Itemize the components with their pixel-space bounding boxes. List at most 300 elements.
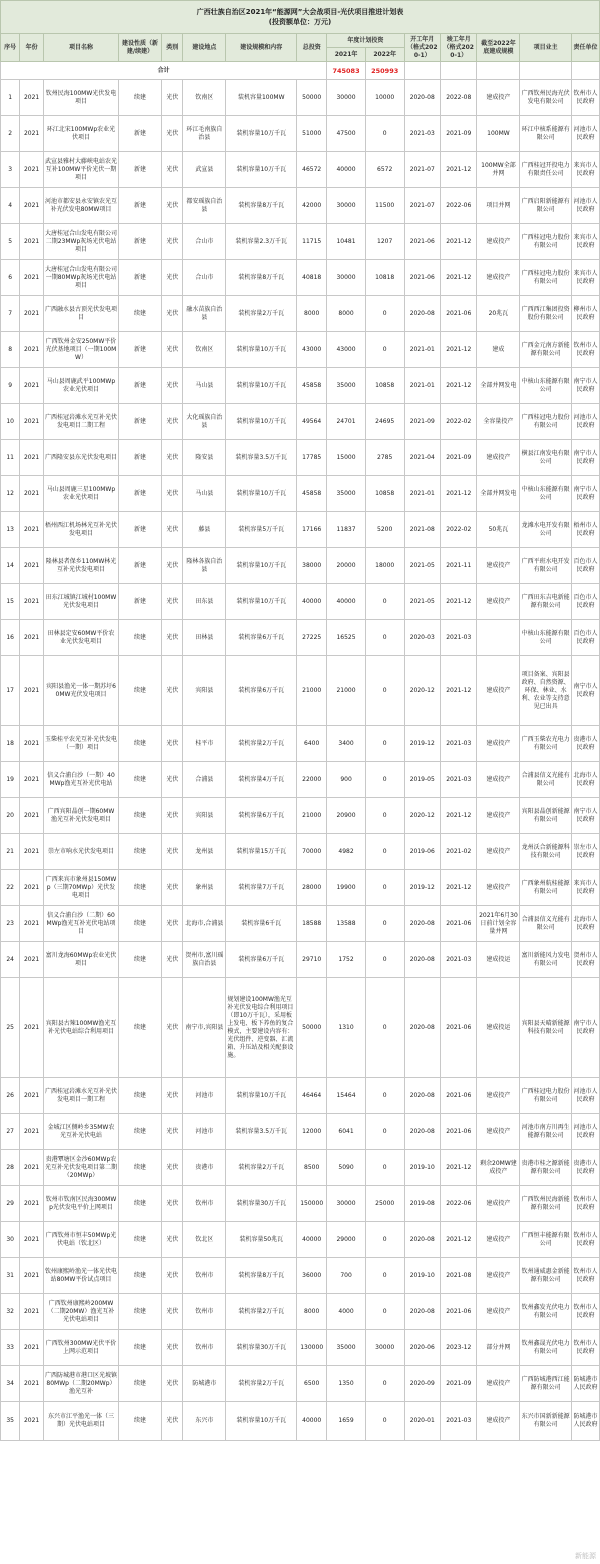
cell-unit: 来宾市人民政府 xyxy=(571,870,599,906)
table-row xyxy=(1,762,600,798)
cell-invest: 51000 xyxy=(297,116,327,152)
cell-type: 光伏 xyxy=(161,870,182,906)
table-row xyxy=(1,224,600,260)
cell-name: 玉柴桂平农光互补光伏发电（一期）项目 xyxy=(43,726,118,762)
cell-2022: 0 xyxy=(365,1222,404,1258)
cell-scale: 装机容量6万千瓦 xyxy=(226,656,297,726)
cell-type: 光伏 xyxy=(161,116,182,152)
cell-type: 光伏 xyxy=(161,1114,182,1150)
cell-name: 信义合浦白沙（二期）60MWp渔光互补光伏电站项目 xyxy=(43,906,118,942)
cell-type: 光伏 xyxy=(161,1186,182,1222)
cell-name: 梧州西江机场林光互补光伏发电项目 xyxy=(43,512,118,548)
cell-unit: 南宁市人民政府 xyxy=(571,798,599,834)
cell-2022: 2785 xyxy=(365,440,404,476)
cell-scale: 装机容量2万千瓦 xyxy=(226,726,297,762)
cell-type: 光伏 xyxy=(161,548,182,584)
cell-end: 2022-08 xyxy=(440,80,476,116)
cell-progress: 建成投产 xyxy=(477,1258,520,1294)
cell-owner: 广西启阳新能源有限公司 xyxy=(520,188,572,224)
cell-year: 2021 xyxy=(20,476,44,512)
cell-progress: 100MW xyxy=(477,116,520,152)
cell-owner: 钦州鑫晟光伏电力有限公司 xyxy=(520,1330,572,1366)
cell-2021: 35000 xyxy=(327,476,366,512)
cell-end: 2021-06 xyxy=(440,978,476,1078)
cell-start: 2021-07 xyxy=(404,188,440,224)
cell-2022: 10858 xyxy=(365,476,404,512)
cell-unit: 钦州市人民政府 xyxy=(571,1258,599,1294)
cell-owner: 东兴市国新新能源有限公司 xyxy=(520,1402,572,1441)
cell-unit: 河池市人民政府 xyxy=(571,116,599,152)
cell-year: 2021 xyxy=(20,656,44,726)
table-row xyxy=(1,1186,600,1222)
cell-scale: 装机容量8万千瓦 xyxy=(226,188,297,224)
cell-name: 田东江城镇江城村100MW光伏发电项目 xyxy=(43,584,118,620)
cell-seq: 8 xyxy=(1,332,20,368)
cell-location: 田东县 xyxy=(183,584,226,620)
cell-location: 钦州市 xyxy=(183,1258,226,1294)
cell-invest: 40000 xyxy=(297,584,327,620)
cell-2022: 24695 xyxy=(365,404,404,440)
cell-location: 合山市 xyxy=(183,260,226,296)
cell-end: 2021-02 xyxy=(440,834,476,870)
table-row xyxy=(1,332,600,368)
cell-unit: 柳州市人民政府 xyxy=(571,296,599,332)
cell-type: 光伏 xyxy=(161,224,182,260)
cell-2021: 6041 xyxy=(327,1114,366,1150)
cell-2021: 30000 xyxy=(327,188,366,224)
cell-2022: 0 xyxy=(365,978,404,1078)
cell-name: 广西桂冠岩滩水光互补光伏发电项目一期工程 xyxy=(43,1078,118,1114)
cell-progress: 建成投产 xyxy=(477,1222,520,1258)
cell-year: 2021 xyxy=(20,260,44,296)
table-row xyxy=(1,726,600,762)
cell-name: 广西钦州康熙岭200MW（二期20MW）渔光互补光伏电站项目 xyxy=(43,1294,118,1330)
cell-progress: 剩余20MW建成投产 xyxy=(477,1150,520,1186)
cell-type: 光伏 xyxy=(161,332,182,368)
table-row xyxy=(1,476,600,512)
cell-nature: 新建 xyxy=(119,224,162,260)
cell-location: 合浦县 xyxy=(183,762,226,798)
cell-location: 都安瑶族自治县 xyxy=(183,188,226,224)
cell-scale: 装机容量6万千瓦 xyxy=(226,620,297,656)
table-row xyxy=(1,368,600,404)
table-row xyxy=(1,296,600,332)
cell-seq: 10 xyxy=(1,404,20,440)
header-2022: 2022年 xyxy=(365,48,404,62)
cell-progress: 全部并网发电 xyxy=(477,476,520,512)
cell-type: 光伏 xyxy=(161,1366,182,1402)
cell-end: 2021-12 xyxy=(440,332,476,368)
cell-2022: 0 xyxy=(365,332,404,368)
table-row xyxy=(1,260,600,296)
table-row xyxy=(1,906,600,942)
cell-year: 2021 xyxy=(20,1294,44,1330)
cell-end: 2021-12 xyxy=(440,656,476,726)
cell-end: 2021-03 xyxy=(440,942,476,978)
cell-2022: 5200 xyxy=(365,512,404,548)
cell-name: 广西桂冠岩滩水光互补光伏发电项目二期工程 xyxy=(43,404,118,440)
cell-owner: 广西玉柴农光电力有限公司 xyxy=(520,726,572,762)
cell-year: 2021 xyxy=(20,1186,44,1222)
cell-2021: 35000 xyxy=(327,1330,366,1366)
cell-unit: 来宾市人民政府 xyxy=(571,260,599,296)
cell-scale: 装机容量10万千瓦 xyxy=(226,1402,297,1441)
cell-2021: 4000 xyxy=(327,1294,366,1330)
cell-2022: 6572 xyxy=(365,152,404,188)
cell-invest: 18588 xyxy=(297,906,327,942)
cell-name: 宾阳县渔光一体一期苏圩60MW光伏发电项目 xyxy=(43,656,118,726)
cell-seq: 25 xyxy=(1,978,20,1078)
cell-2022: 10858 xyxy=(365,368,404,404)
cell-name: 贵港覃塘区金沙60MWp农光互补光伏发电项目第二期（20MWp） xyxy=(43,1150,118,1186)
cell-invest: 70000 xyxy=(297,834,327,870)
cell-end: 2021-09 xyxy=(440,116,476,152)
cell-location: 河池市 xyxy=(183,1114,226,1150)
cell-nature: 续建 xyxy=(119,726,162,762)
table-row xyxy=(1,548,600,584)
cell-2021: 20000 xyxy=(327,548,366,584)
cell-progress: 建成投产 xyxy=(477,1078,520,1114)
cell-year: 2021 xyxy=(20,584,44,620)
cell-nature: 续建 xyxy=(119,80,162,116)
cell-scale: 装机容量7万千瓦 xyxy=(226,870,297,906)
cell-nature: 续建 xyxy=(119,620,162,656)
cell-name: 大唐桂冠合山发电有限公司二期23MWp灰场光伏电站项目 xyxy=(43,224,118,260)
cell-start: 2020-08 xyxy=(404,1078,440,1114)
cell-seq: 26 xyxy=(1,1078,20,1114)
cell-nature: 续建 xyxy=(119,870,162,906)
table-row xyxy=(1,942,600,978)
cell-year: 2021 xyxy=(20,368,44,404)
cell-scale: 规划建设100MW渔光互补光伏发电综合利用项目（即10万千瓦），采用板上发电、板下养鱼的复合模式，主要建设内容有：光伏组件、逆变器、汇流箱、升压站及相关配套设施。 xyxy=(226,978,297,1078)
cell-start: 2021-06 xyxy=(404,224,440,260)
cell-end: 2021-12 xyxy=(440,1222,476,1258)
cell-nature: 续建 xyxy=(119,656,162,726)
cell-end: 2021-09 xyxy=(440,1366,476,1402)
cell-start: 2020-08 xyxy=(404,942,440,978)
cell-invest: 38000 xyxy=(297,548,327,584)
cell-nature: 新建 xyxy=(119,152,162,188)
cell-owner: 中核山东能源有限公司 xyxy=(520,620,572,656)
cell-unit: 北海市人民政府 xyxy=(571,906,599,942)
table-row xyxy=(1,584,600,620)
cell-invest: 130000 xyxy=(297,1330,327,1366)
cell-start: 2020-08 xyxy=(404,296,440,332)
cell-unit: 钦州市人民政府 xyxy=(571,80,599,116)
cell-start: 2021-09 xyxy=(404,404,440,440)
cell-location: 象州县 xyxy=(183,870,226,906)
cell-unit: 南宁市人民政府 xyxy=(571,656,599,726)
cell-unit: 南宁市人民政府 xyxy=(571,978,599,1078)
cell-name: 广西融水县古顶光伏发电项目 xyxy=(43,296,118,332)
cell-progress: 建成投产 xyxy=(477,762,520,798)
cell-seq: 34 xyxy=(1,1366,20,1402)
cell-location: 合山市 xyxy=(183,224,226,260)
cell-unit: 钦州市人民政府 xyxy=(571,1186,599,1222)
cell-invest: 22000 xyxy=(297,762,327,798)
cell-type: 光伏 xyxy=(161,942,182,978)
cell-start: 2021-06 xyxy=(404,260,440,296)
cell-progress: 建成投产 xyxy=(477,1366,520,1402)
cell-scale: 装机容量15万千瓦 xyxy=(226,834,297,870)
cell-location: 武宣县 xyxy=(183,152,226,188)
cell-end: 2021-12 xyxy=(440,152,476,188)
cell-location: 河池市 xyxy=(183,1078,226,1114)
cell-progress: 建成投产 xyxy=(477,440,520,476)
cell-name: 武宣县雅村大藤峡电站农光互补100MW平价光伏一期项目 xyxy=(43,152,118,188)
cell-seq: 19 xyxy=(1,762,20,798)
cell-seq: 30 xyxy=(1,1222,20,1258)
cell-type: 光伏 xyxy=(161,440,182,476)
cell-invest: 17166 xyxy=(297,512,327,548)
header-nature: 建设性质（新建/续建） xyxy=(119,34,162,62)
cell-unit: 梧州市人民政府 xyxy=(571,512,599,548)
cell-location: 桂平市 xyxy=(183,726,226,762)
table-row xyxy=(1,440,600,476)
cell-owner: 龙州沃合新能源科技有限公司 xyxy=(520,834,572,870)
cell-end: 2022-02 xyxy=(440,404,476,440)
cell-seq: 9 xyxy=(1,368,20,404)
cell-start: 2020-08 xyxy=(404,906,440,942)
cell-nature: 续建 xyxy=(119,1366,162,1402)
cell-nature: 续建 xyxy=(119,1114,162,1150)
cell-progress: 建成投产 xyxy=(477,726,520,762)
cell-owner: 广西桂冠开投电力有限责任公司 xyxy=(520,152,572,188)
table-row xyxy=(1,620,600,656)
cell-scale: 装机容量6万千瓦 xyxy=(226,942,297,978)
cell-invest: 28000 xyxy=(297,870,327,906)
cell-year: 2021 xyxy=(20,1258,44,1294)
cell-end: 2021-12 xyxy=(440,870,476,906)
cell-scale: 装机容量10万千瓦 xyxy=(226,116,297,152)
table-row xyxy=(1,116,600,152)
cell-location: 隆安县 xyxy=(183,440,226,476)
cell-end: 2021-12 xyxy=(440,798,476,834)
cell-type: 光伏 xyxy=(161,80,182,116)
cell-scale: 装机容量30万千瓦 xyxy=(226,1330,297,1366)
header-2021: 2021年 xyxy=(327,48,366,62)
cell-owner: 广西平班水电开发有限公司 xyxy=(520,548,572,584)
cell-2021: 40000 xyxy=(327,152,366,188)
cell-scale: 装机容量5万千瓦 xyxy=(226,512,297,548)
cell-location: 钦州市 xyxy=(183,1186,226,1222)
cell-2021: 40000 xyxy=(327,584,366,620)
header-year: 年份 xyxy=(20,34,44,62)
cell-end: 2021-03 xyxy=(440,1402,476,1441)
cell-start: 2019-05 xyxy=(404,762,440,798)
cell-2022: 0 xyxy=(365,1366,404,1402)
cell-name: 东兴市江平渔光一体（三期）光伏电站项目 xyxy=(43,1402,118,1441)
title-line-2: (投资额单位：万元) xyxy=(268,18,332,26)
cell-progress: 建成投运 xyxy=(477,978,520,1078)
cell-invest: 6400 xyxy=(297,726,327,762)
table-row xyxy=(1,834,600,870)
cell-scale: 装机容量2万千瓦 xyxy=(226,1366,297,1402)
cell-invest: 46572 xyxy=(297,152,327,188)
cell-year: 2021 xyxy=(20,1330,44,1366)
table-row xyxy=(1,1150,600,1186)
cell-year: 2021 xyxy=(20,942,44,978)
cell-owner: 合浦县信义光能有限公司 xyxy=(520,762,572,798)
cell-scale: 装机容量2万千瓦 xyxy=(226,1294,297,1330)
cell-2021: 29000 xyxy=(327,1222,366,1258)
cell-unit: 钦州市人民政府 xyxy=(571,1330,599,1366)
cell-invest: 150000 xyxy=(297,1186,327,1222)
cell-2021: 30000 xyxy=(327,260,366,296)
cell-year: 2021 xyxy=(20,906,44,942)
cell-seq: 11 xyxy=(1,440,20,476)
cell-seq: 20 xyxy=(1,798,20,834)
cell-year: 2021 xyxy=(20,762,44,798)
cell-invest: 49564 xyxy=(297,404,327,440)
cell-nature: 新建 xyxy=(119,584,162,620)
header-start: 开工年月（格式2020-1） xyxy=(404,34,440,62)
cell-location: 南宁市,宾阳县 xyxy=(183,978,226,1078)
cell-year: 2021 xyxy=(20,978,44,1078)
cell-owner: 中核山东能源有限公司 xyxy=(520,368,572,404)
cell-unit: 来宾市人民政府 xyxy=(571,152,599,188)
cell-name: 信义合浦白沙（一期）40MWp渔光互补光伏电站 xyxy=(43,762,118,798)
cell-start: 2020-08 xyxy=(404,978,440,1078)
cell-end: 2021-03 xyxy=(440,620,476,656)
cell-start: 2020-08 xyxy=(404,1222,440,1258)
cell-name: 广西隆安县东光伏发电项目 xyxy=(43,440,118,476)
cell-year: 2021 xyxy=(20,512,44,548)
cell-2021: 47500 xyxy=(327,116,366,152)
cell-unit: 河池市人民政府 xyxy=(571,1114,599,1150)
cell-invest: 36000 xyxy=(297,1258,327,1294)
cell-seq: 12 xyxy=(1,476,20,512)
cell-nature: 续建 xyxy=(119,1150,162,1186)
cell-seq: 29 xyxy=(1,1186,20,1222)
cell-start: 2019-10 xyxy=(404,1258,440,1294)
header-owner: 项目业主 xyxy=(520,34,572,62)
cell-start: 2020-03 xyxy=(404,620,440,656)
cell-start: 2019-12 xyxy=(404,726,440,762)
cell-location: 隆林各族自治县 xyxy=(183,548,226,584)
cell-2021: 21000 xyxy=(327,656,366,726)
cell-start: 2020-12 xyxy=(404,798,440,834)
cell-owner: 广西桂冠电力股份有限公司 xyxy=(520,260,572,296)
cell-nature: 新建 xyxy=(119,512,162,548)
cell-2022: 0 xyxy=(365,906,404,942)
table-row xyxy=(1,656,600,726)
table-row xyxy=(1,1294,600,1330)
cell-progress: 100MW全部并网 xyxy=(477,152,520,188)
cell-progress: 建成投产 xyxy=(477,834,520,870)
cell-end: 2021-12 xyxy=(440,224,476,260)
cell-type: 光伏 xyxy=(161,260,182,296)
cell-seq: 2 xyxy=(1,116,20,152)
header-unit: 责任单位 xyxy=(571,34,599,62)
cell-name: 田林县定安60MW平价农业光伏发电项目 xyxy=(43,620,118,656)
cell-2022: 0 xyxy=(365,1402,404,1441)
cell-2022: 0 xyxy=(365,942,404,978)
cell-2021: 16525 xyxy=(327,620,366,656)
cell-unit: 贵港市人民政府 xyxy=(571,1150,599,1186)
cell-owner: 横县江南发电有限公司 xyxy=(520,440,572,476)
cell-scale: 装机容量3.5万千瓦 xyxy=(226,1114,297,1150)
cell-owner: 宾阳县晶创新能源有限公司 xyxy=(520,798,572,834)
cell-location: 贵港市 xyxy=(183,1150,226,1186)
cell-type: 光伏 xyxy=(161,476,182,512)
cell-nature: 续建 xyxy=(119,906,162,942)
cell-owner: 钦州鑫发光伏电力有限公司 xyxy=(520,1294,572,1330)
cell-progress: 建成投产 xyxy=(477,656,520,726)
cell-owner: 合浦县信义光能有限公司 xyxy=(520,906,572,942)
cell-2022: 1207 xyxy=(365,224,404,260)
cell-end: 2021-06 xyxy=(440,1114,476,1150)
cell-2021: 1752 xyxy=(327,942,366,978)
cell-scale: 装机容量2万千瓦 xyxy=(226,1150,297,1186)
cell-type: 光伏 xyxy=(161,296,182,332)
cell-unit: 百色市人民政府 xyxy=(571,548,599,584)
cell-nature: 新建 xyxy=(119,368,162,404)
cell-end: 2021-08 xyxy=(440,1258,476,1294)
cell-end: 2021-11 xyxy=(440,548,476,584)
cell-seq: 21 xyxy=(1,834,20,870)
cell-2022: 0 xyxy=(365,1258,404,1294)
cell-invest: 8500 xyxy=(297,1150,327,1186)
cell-nature: 续建 xyxy=(119,798,162,834)
cell-owner: 贵港市桂之源新能源有限公司 xyxy=(520,1150,572,1186)
cell-seq: 13 xyxy=(1,512,20,548)
cell-unit: 北海市人民政府 xyxy=(571,762,599,798)
cell-name: 大唐桂冠合山发电有限公司一期80MWp灰场光伏电站项目 xyxy=(43,260,118,296)
cell-2021: 20900 xyxy=(327,798,366,834)
cell-type: 光伏 xyxy=(161,1222,182,1258)
cell-end: 2023-12 xyxy=(440,1330,476,1366)
cell-start: 2021-03 xyxy=(404,116,440,152)
cell-name: 河池市都安县永安镇农光互补光伏发电80MW项目 xyxy=(43,188,118,224)
cell-2022: 0 xyxy=(365,726,404,762)
cell-seq: 35 xyxy=(1,1402,20,1441)
table-row xyxy=(1,80,600,116)
cell-start: 2019-10 xyxy=(404,1150,440,1186)
cell-progress: 建成投运 xyxy=(477,942,520,978)
table-row xyxy=(1,1114,600,1150)
cell-name: 广西钦州市恒丰50MWp光伏电站（钦北区） xyxy=(43,1222,118,1258)
cell-owner: 广西桂冠电力股份有限公司 xyxy=(520,224,572,260)
cell-scale: 装机容量8万千瓦 xyxy=(226,260,297,296)
cell-scale: 装机容量10万千瓦 xyxy=(226,332,297,368)
total-label: 合计 xyxy=(1,62,327,80)
cell-owner: 富川新能风力发电有限公司 xyxy=(520,942,572,978)
cell-year: 2021 xyxy=(20,80,44,116)
cell-type: 光伏 xyxy=(161,368,182,404)
cell-type: 光伏 xyxy=(161,1150,182,1186)
cell-year: 2021 xyxy=(20,116,44,152)
cell-type: 光伏 xyxy=(161,762,182,798)
cell-2022: 0 xyxy=(365,656,404,726)
cell-owner: 广西防城港西江能源有限公司 xyxy=(520,1366,572,1402)
cell-location: 田林县 xyxy=(183,620,226,656)
cell-nature: 续建 xyxy=(119,942,162,978)
cell-2022: 0 xyxy=(365,584,404,620)
cell-name: 钦州民海100MW光伏发电项目 xyxy=(43,80,118,116)
cell-2021: 1310 xyxy=(327,978,366,1078)
table-row xyxy=(1,978,600,1078)
cell-location: 马山县 xyxy=(183,476,226,512)
cell-nature: 新建 xyxy=(119,332,162,368)
cell-seq: 23 xyxy=(1,906,20,942)
cell-unit: 钦州市人民政府 xyxy=(571,1222,599,1258)
table-row xyxy=(1,188,600,224)
cell-start: 2021-07 xyxy=(404,152,440,188)
cell-end: 2021-06 xyxy=(440,1294,476,1330)
cell-year: 2021 xyxy=(20,1114,44,1150)
cell-year: 2021 xyxy=(20,1150,44,1186)
